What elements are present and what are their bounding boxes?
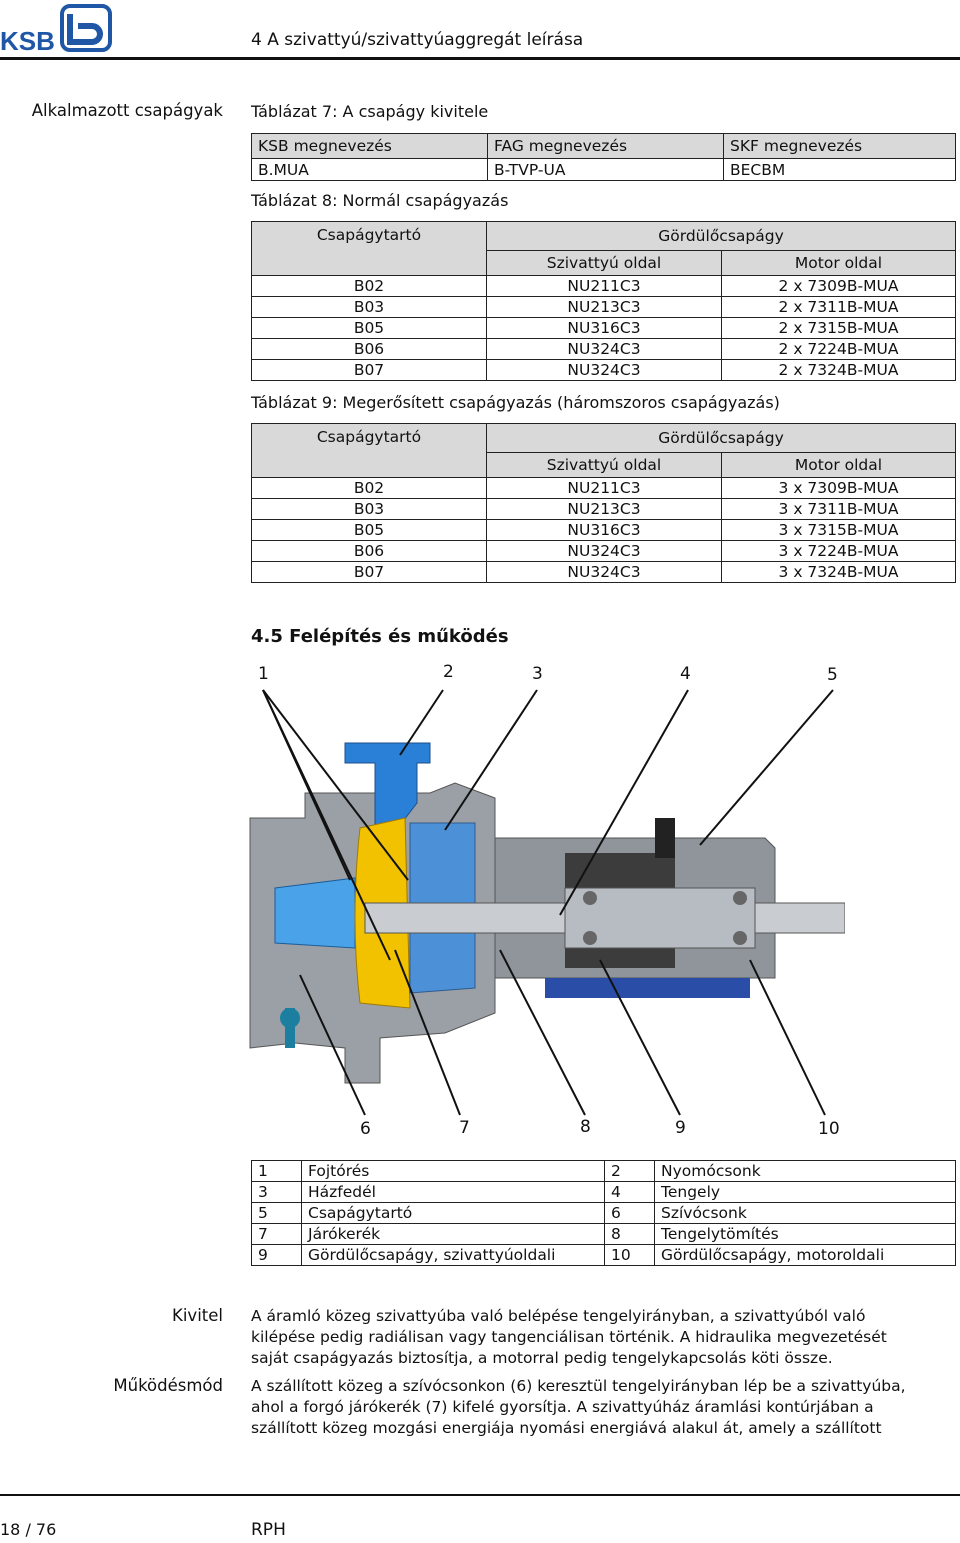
table9-cell: 3 x 7315B-MUA: [722, 520, 956, 541]
kivitel-line: A áramló közeg szivattyúba való belépése tengelyirányban, a szivattyúból való: [251, 1307, 866, 1325]
mukodes-line: ahol a forgó járókerék (7) kifelé gyorsítja. A szivattyúház áramlási kontúrjában a: [251, 1398, 874, 1416]
table9-cell: NU324C3: [487, 541, 722, 562]
table9-cell: B07: [252, 562, 487, 583]
table8-header-group: Gördülőcsapágy: [487, 222, 956, 251]
part-number: 4: [605, 1182, 655, 1203]
table9-header-group: Gördülőcsapágy: [487, 424, 956, 453]
table7-cell: B.MUA: [252, 159, 488, 181]
table8-cell: 2 x 7224B-MUA: [722, 339, 956, 360]
parts-legend-table: [251, 1160, 956, 1266]
table8-cell: NU213C3: [487, 297, 722, 318]
table8-cell: 2 x 7309B-MUA: [722, 276, 956, 297]
table-row: [252, 1245, 956, 1266]
table7-header: FAG megnevezés: [488, 134, 724, 159]
mukodes-paragraph: [251, 1376, 951, 1439]
callout-5: 5: [827, 665, 838, 685]
part-name: Tengely: [655, 1182, 956, 1203]
table9-cell: 3 x 7324B-MUA: [722, 562, 956, 583]
part-name: Nyomócsonk: [655, 1161, 956, 1182]
part-name: Járókerék: [302, 1224, 605, 1245]
table8-cell: NU211C3: [487, 276, 722, 297]
table-row: [252, 1224, 956, 1245]
table9-cell: NU324C3: [487, 562, 722, 583]
svg-text:KSB: KSB: [0, 26, 55, 54]
part-number: 5: [252, 1203, 302, 1224]
mukodes-line: A szállított közeg a szívócsonkon (6) keresztül tengelyirányban lép be a szivattyúba,: [251, 1377, 906, 1395]
table9-subheader: Szivattyú oldal: [487, 453, 722, 478]
callout-1: 1: [258, 664, 269, 684]
table8-header-holder: Csapágytartó: [252, 222, 487, 276]
part-name: Fojtórés: [302, 1161, 605, 1182]
callout-10: 10: [818, 1119, 840, 1139]
callout-4: 4: [680, 664, 691, 684]
callout-3: 3: [532, 664, 543, 684]
table9-cell: 3 x 7224B-MUA: [722, 541, 956, 562]
section-title: 4 A szivattyú/szivattyúaggregát leírása: [251, 30, 584, 50]
table8-cell: B05: [252, 318, 487, 339]
part-name: Csapágytartó: [302, 1203, 605, 1224]
table9-cell: NU213C3: [487, 499, 722, 520]
table-row: [252, 1203, 956, 1224]
callout-9: 9: [675, 1118, 686, 1138]
callout-8: 8: [580, 1117, 591, 1137]
part-number: 6: [605, 1203, 655, 1224]
part-number: 10: [605, 1245, 655, 1266]
part-number: 7: [252, 1224, 302, 1245]
table8-cell: 2 x 7315B-MUA: [722, 318, 956, 339]
part-name: Házfedél: [302, 1182, 605, 1203]
kivitel-paragraph: [251, 1306, 951, 1369]
part-number: 1: [252, 1161, 302, 1182]
table9-cell: B05: [252, 520, 487, 541]
table8-cell: NU324C3: [487, 339, 722, 360]
table9-subheader: Motor oldal: [722, 453, 956, 478]
table8-cell: NU324C3: [487, 360, 722, 381]
part-name: Szívócsonk: [655, 1203, 956, 1224]
table7-caption: Táblázat 7: A csapágy kivitele: [251, 102, 489, 121]
table8-subheader: Szivattyú oldal: [487, 251, 722, 276]
side-label-bearings: Alkalmazott csapágyak: [31, 101, 223, 120]
table9-cell: 3 x 7311B-MUA: [722, 499, 956, 520]
side-label-kivitel: Kivitel: [172, 1306, 223, 1325]
table8-cell: B07: [252, 360, 487, 381]
part-name: Gördülőcsapágy, motoroldali: [655, 1245, 956, 1266]
table8-cell: B03: [252, 297, 487, 318]
part-name: Gördülőcsapágy, szivattyúoldali: [302, 1245, 605, 1266]
kivitel-line: saját csapágyazás biztosítja, a motorral pedig tengelykapcsolás köti össze.: [251, 1349, 833, 1367]
table8-cell: NU316C3: [487, 318, 722, 339]
table9-cell: NU211C3: [487, 478, 722, 499]
callout-2: 2: [443, 662, 454, 682]
table9-cell: B06: [252, 541, 487, 562]
product-name: RPH: [251, 1520, 286, 1540]
table7-header: SKF megnevezés: [724, 134, 956, 159]
part-number: 2: [605, 1161, 655, 1182]
table8-cell: 2 x 7311B-MUA: [722, 297, 956, 318]
callout-6: 6: [360, 1119, 371, 1139]
table9-cell: 3 x 7309B-MUA: [722, 478, 956, 499]
section-heading: 4.5 Felépítés és működés: [251, 626, 509, 647]
table9-cell: NU316C3: [487, 520, 722, 541]
table8-cell: B06: [252, 339, 487, 360]
page-number: 18 / 76: [0, 1520, 57, 1539]
table9-header-holder: Csapágytartó: [252, 424, 487, 478]
table7-header: KSB megnevezés: [252, 134, 488, 159]
table8-caption: Táblázat 8: Normál csapágyazás: [251, 191, 509, 210]
kivitel-line: kilépése pedig radiálisan vagy tangenciálisan történik. A hidraulika megvezetését: [251, 1328, 887, 1346]
table-row: [252, 1161, 956, 1182]
side-label-mukodesmod: Működésmód: [113, 1376, 223, 1395]
table8-cell: 2 x 7324B-MUA: [722, 360, 956, 381]
part-number: 8: [605, 1224, 655, 1245]
part-number: 9: [252, 1245, 302, 1266]
table-row: [252, 1182, 956, 1203]
table7-cell: B-TVP-UA: [488, 159, 724, 181]
table8-cell: B02: [252, 276, 487, 297]
callout-7: 7: [459, 1118, 470, 1138]
table7-cell: BECBM: [724, 159, 956, 181]
footer-rule: [0, 1494, 960, 1496]
part-name: Tengelytömítés: [655, 1224, 956, 1245]
table9-cell: B02: [252, 478, 487, 499]
table9-caption: Táblázat 9: Megerősített csapágyazás (háromszoros csapágyazás): [251, 393, 780, 412]
table8-subheader: Motor oldal: [722, 251, 956, 276]
mukodes-line: szállított közeg mozgási energiája nyomási energiává alakul át, amely a szállított: [251, 1419, 882, 1437]
table9-cell: B03: [252, 499, 487, 520]
part-number: 3: [252, 1182, 302, 1203]
